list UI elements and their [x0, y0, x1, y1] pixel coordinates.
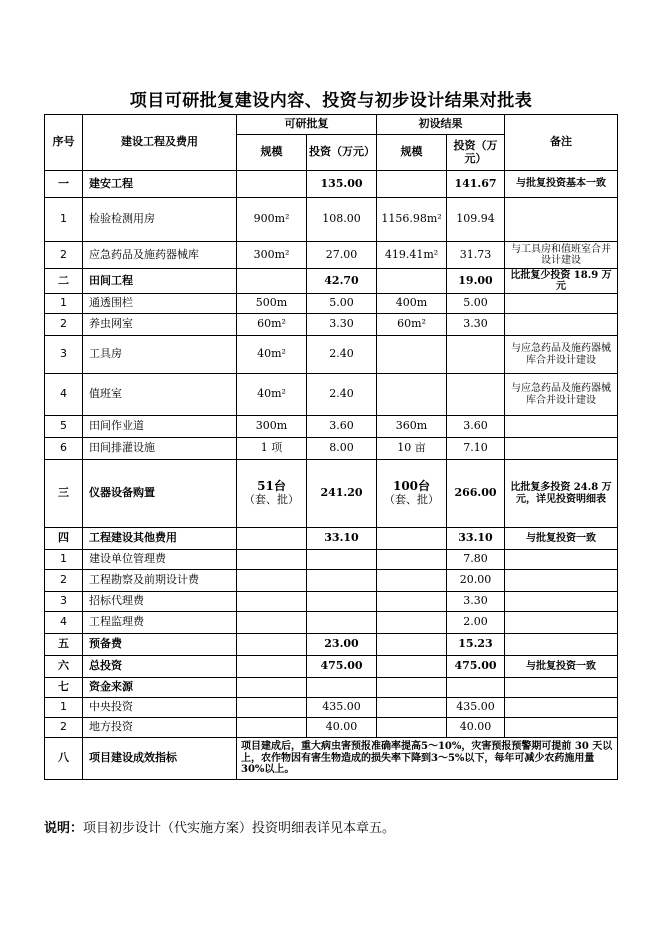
row-name: 工程监理费 — [83, 612, 237, 634]
row-feasibility-investment: 42.70 — [307, 269, 377, 294]
table-row — [45, 269, 618, 294]
table-row — [45, 438, 618, 460]
table-row — [45, 294, 618, 314]
row-remark — [505, 416, 618, 438]
row-design-investment: 7.10 — [447, 438, 505, 460]
row-design-investment — [447, 336, 505, 374]
row-name: 建设单位管理费 — [83, 550, 237, 570]
row-design-scale — [377, 460, 447, 528]
row-name: 仪器设备购置 — [83, 460, 237, 528]
row-name: 建安工程 — [83, 171, 237, 198]
comparison-table — [44, 114, 618, 780]
table-row — [45, 314, 618, 336]
table-row — [45, 198, 618, 242]
row-seq: 一 — [45, 171, 83, 198]
table-row — [45, 656, 618, 678]
row-seq: 六 — [45, 656, 83, 678]
row-feasibility-investment: 108.00 — [307, 198, 377, 242]
row-name: 总投资 — [83, 656, 237, 678]
row-design-scale — [377, 528, 447, 550]
row-design-scale — [377, 592, 447, 612]
row-design-scale — [377, 336, 447, 374]
indicator-text: 项目建成后，重大病虫害预报准确率提高5～10%，灾害预报预警期可提前 30 天以上，农作物因有害生物造成的损失率下降到3～5%以下，每年可减少农药施用量 30%以上。 — [237, 738, 618, 780]
row-seq: 1 — [45, 550, 83, 570]
row-feasibility-investment — [307, 592, 377, 612]
row-design-investment: 109.94 — [447, 198, 505, 242]
row-design-scale — [377, 612, 447, 634]
row-seq: 四 — [45, 528, 83, 550]
row-seq: 5 — [45, 416, 83, 438]
row-seq: 2 — [45, 718, 83, 738]
row-feasibility-investment: 241.20 — [307, 460, 377, 528]
row-feasibility-scale: 900m² — [237, 198, 307, 242]
header-remark: 备注 — [505, 115, 618, 171]
row-seq: 3 — [45, 336, 83, 374]
row-remark — [505, 314, 618, 336]
row-feasibility-scale — [237, 269, 307, 294]
header-seq: 序号 — [45, 115, 83, 171]
table-row — [45, 416, 618, 438]
row-design-scale — [377, 171, 447, 198]
row-remark: 比批复多投资 24.8 万元，详见投资明细表 — [505, 460, 618, 528]
row-remark — [505, 294, 618, 314]
table-row — [45, 634, 618, 656]
row-feasibility-investment: 40.00 — [307, 718, 377, 738]
row-seq: 4 — [45, 374, 83, 416]
row-design-investment: 19.00 — [447, 269, 505, 294]
row-feasibility-scale-count: 51台 — [257, 479, 286, 494]
row-name: 地方投资 — [83, 718, 237, 738]
table-row — [45, 336, 618, 374]
row-design-investment: 3.60 — [447, 416, 505, 438]
row-remark: 与批复投资基本一致 — [505, 171, 618, 198]
header-feasibility-scale: 规模 — [237, 135, 307, 171]
header-design: 初设结果 — [377, 115, 505, 135]
table-row — [45, 550, 618, 570]
row-design-scale — [377, 656, 447, 678]
row-feasibility-investment: 8.00 — [307, 438, 377, 460]
row-remark: 比批复少投资 18.9 万元 — [505, 269, 618, 294]
table-row — [45, 612, 618, 634]
row-design-scale: 60m² — [377, 314, 447, 336]
row-remark — [505, 438, 618, 460]
row-design-scale: 1156.98m² — [377, 198, 447, 242]
row-feasibility-scale: 500m — [237, 294, 307, 314]
row-name: 工具房 — [83, 336, 237, 374]
row-remark — [505, 198, 618, 242]
row-design-scale-count: 100台 — [392, 479, 431, 494]
footnote-label: 说明： — [44, 821, 84, 836]
row-remark — [505, 718, 618, 738]
row-remark — [505, 612, 618, 634]
row-design-investment: 141.67 — [447, 171, 505, 198]
footnote — [44, 817, 395, 836]
row-name: 值班室 — [83, 374, 237, 416]
row-feasibility-scale — [237, 718, 307, 738]
row-name: 应急药品及施药器械库 — [83, 242, 237, 269]
row-feasibility-investment: 33.10 — [307, 528, 377, 550]
row-name: 检验检测用房 — [83, 198, 237, 242]
table-row — [45, 592, 618, 612]
row-design-investment: 7.80 — [447, 550, 505, 570]
row-feasibility-scale: 300m² — [237, 242, 307, 269]
row-design-investment: 15.23 — [447, 634, 505, 656]
row-feasibility-investment: 3.60 — [307, 416, 377, 438]
row-feasibility-scale — [237, 698, 307, 718]
row-name: 通透围栏 — [83, 294, 237, 314]
row-feasibility-investment: 475.00 — [307, 656, 377, 678]
row-design-investment: 3.30 — [447, 314, 505, 336]
indicator-row — [45, 738, 618, 780]
row-feasibility-scale — [237, 612, 307, 634]
row-feasibility-scale: 40m² — [237, 374, 307, 416]
row-feasibility-scale — [237, 570, 307, 592]
row-feasibility-investment — [307, 678, 377, 698]
header-item: 建设工程及费用 — [83, 115, 237, 171]
row-seq: 三 — [45, 460, 83, 528]
row-feasibility-scale — [237, 528, 307, 550]
row-design-scale — [377, 269, 447, 294]
row-design-investment: 5.00 — [447, 294, 505, 314]
row-feasibility-investment: 435.00 — [307, 698, 377, 718]
row-design-investment: 31.73 — [447, 242, 505, 269]
page-title: 项目可研批复建设内容、投资与初步设计结果对批表 — [129, 91, 533, 111]
row-feasibility-investment: 3.30 — [307, 314, 377, 336]
row-feasibility-scale-unit: （套、批） — [244, 493, 299, 507]
row-seq: 4 — [45, 612, 83, 634]
row-design-scale: 400m — [377, 294, 447, 314]
row-name: 资金来源 — [83, 678, 237, 698]
row-name: 招标代理费 — [83, 592, 237, 612]
row-design-scale-unit: （套、批） — [384, 493, 439, 507]
row-name: 养虫网室 — [83, 314, 237, 336]
row-name: 工程勘察及前期设计费 — [83, 570, 237, 592]
row-name: 田间作业道 — [83, 416, 237, 438]
row-seq: 1 — [45, 198, 83, 242]
table-row — [45, 374, 618, 416]
row-name: 工程建设其他费用 — [83, 528, 237, 550]
row-name: 预备费 — [83, 634, 237, 656]
row-design-scale: 419.41m² — [377, 242, 447, 269]
row-feasibility-scale: 1 项 — [237, 438, 307, 460]
row-feasibility-investment — [307, 550, 377, 570]
row-seq: 2 — [45, 314, 83, 336]
row-name: 田间工程 — [83, 269, 237, 294]
table-row — [45, 242, 618, 269]
row-feasibility-scale: 300m — [237, 416, 307, 438]
row-feasibility-investment — [307, 612, 377, 634]
row-design-scale — [377, 374, 447, 416]
row-design-investment — [447, 374, 505, 416]
row-feasibility-scale — [237, 634, 307, 656]
row-feasibility-investment: 2.40 — [307, 374, 377, 416]
row-remark: 与工具房和值班室合并设计建设 — [505, 242, 618, 269]
footnote-text: 项目初步设计（代实施方案）投资明细表详见本章五。 — [83, 821, 396, 836]
table-row — [45, 570, 618, 592]
table-row — [45, 171, 618, 198]
table-row — [45, 678, 618, 698]
row-seq: 1 — [45, 698, 83, 718]
row-feasibility-investment: 23.00 — [307, 634, 377, 656]
row-remark: 与批复投资一致 — [505, 656, 618, 678]
row-feasibility-scale — [237, 678, 307, 698]
row-feasibility-scale: 60m² — [237, 314, 307, 336]
indicator-name: 项目建设成效指标 — [83, 738, 237, 780]
row-design-scale — [377, 718, 447, 738]
row-remark: 与批复投资一致 — [505, 528, 618, 550]
row-feasibility-scale: 40m² — [237, 336, 307, 374]
row-design-scale — [377, 634, 447, 656]
row-seq: 3 — [45, 592, 83, 612]
header-design-scale: 规模 — [377, 135, 447, 171]
row-design-investment: 33.10 — [447, 528, 505, 550]
row-feasibility-investment: 27.00 — [307, 242, 377, 269]
row-seq: 七 — [45, 678, 83, 698]
row-remark — [505, 570, 618, 592]
row-remark — [505, 698, 618, 718]
row-design-investment: 40.00 — [447, 718, 505, 738]
row-seq: 1 — [45, 294, 83, 314]
row-seq: 2 — [45, 570, 83, 592]
indicator-seq: 八 — [45, 738, 83, 780]
row-seq: 6 — [45, 438, 83, 460]
row-remark — [505, 550, 618, 570]
row-design-scale — [377, 678, 447, 698]
table-row — [45, 718, 618, 738]
row-design-scale — [377, 570, 447, 592]
row-remark — [505, 634, 618, 656]
row-remark — [505, 678, 618, 698]
table-row — [45, 460, 618, 528]
row-remark — [505, 592, 618, 612]
row-seq: 二 — [45, 269, 83, 294]
row-seq: 2 — [45, 242, 83, 269]
header-feasibility: 可研批复 — [237, 115, 377, 135]
row-design-investment: 2.00 — [447, 612, 505, 634]
header-feasibility-investment: 投资（万元） — [307, 135, 377, 171]
row-feasibility-scale — [237, 171, 307, 198]
row-feasibility-investment: 2.40 — [307, 336, 377, 374]
row-design-investment: 435.00 — [447, 698, 505, 718]
row-feasibility-investment: 5.00 — [307, 294, 377, 314]
header-design-investment: 投资（万元） — [447, 135, 505, 171]
row-design-scale — [377, 550, 447, 570]
row-design-scale: 10 亩 — [377, 438, 447, 460]
table-row — [45, 698, 618, 718]
row-feasibility-investment: 135.00 — [307, 171, 377, 198]
row-design-investment: 475.00 — [447, 656, 505, 678]
row-design-investment: 3.30 — [447, 592, 505, 612]
row-remark: 与应急药品及施药器械库合并设计建设 — [505, 336, 618, 374]
row-feasibility-investment — [307, 570, 377, 592]
row-design-scale: 360m — [377, 416, 447, 438]
row-feasibility-scale — [237, 550, 307, 570]
row-design-investment — [447, 678, 505, 698]
row-design-investment: 266.00 — [447, 460, 505, 528]
row-seq: 五 — [45, 634, 83, 656]
row-feasibility-scale — [237, 656, 307, 678]
row-feasibility-scale — [237, 460, 307, 528]
row-feasibility-scale — [237, 592, 307, 612]
row-remark: 与应急药品及施药器械库合并设计建设 — [505, 374, 618, 416]
row-design-investment: 20.00 — [447, 570, 505, 592]
row-name: 中央投资 — [83, 698, 237, 718]
row-name: 田间排灌设施 — [83, 438, 237, 460]
table-row — [45, 528, 618, 550]
row-design-scale — [377, 698, 447, 718]
